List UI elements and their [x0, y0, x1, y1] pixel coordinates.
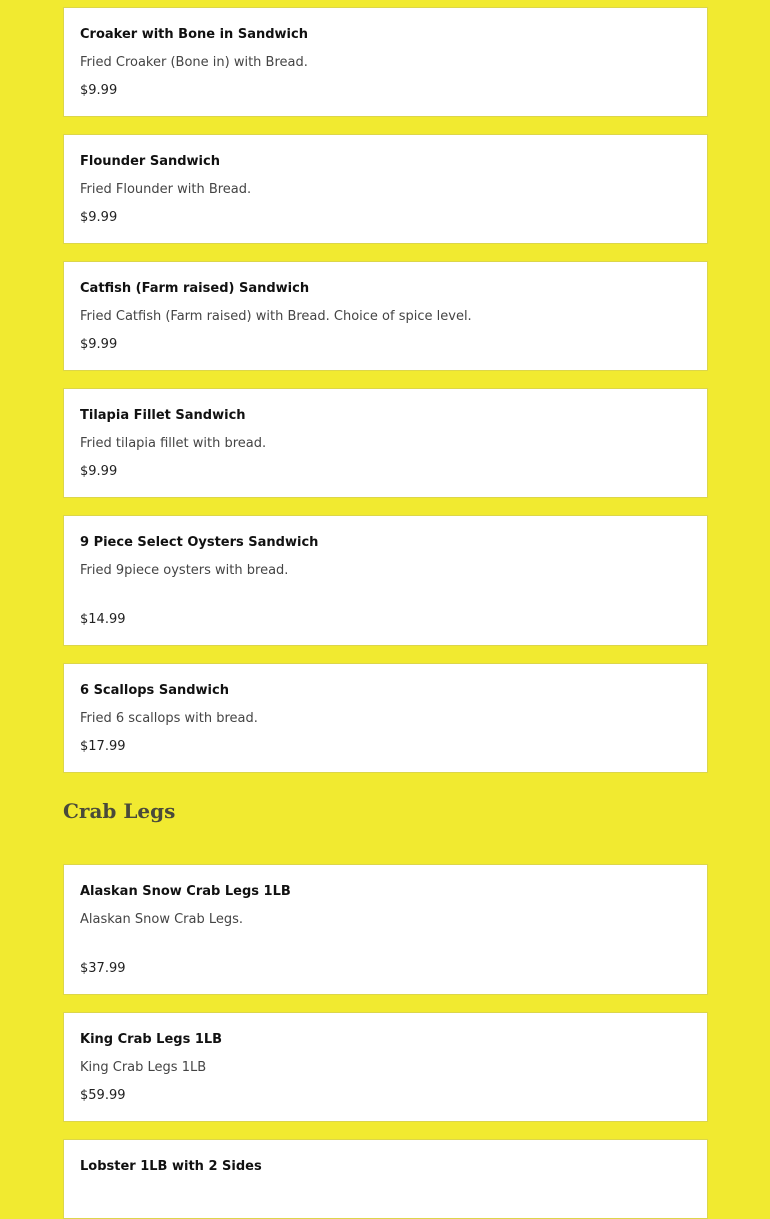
menu-item-name: Alaskan Snow Crab Legs 1LB: [80, 884, 291, 899]
menu-item-description: Fried tilapia fillet with bread.: [80, 436, 267, 451]
menu-item-card[interactable]: [63, 7, 708, 117]
menu-item-name: Flounder Sandwich: [80, 154, 220, 169]
menu-item-description: King Crab Legs 1LB: [80, 1060, 207, 1075]
menu-item-price: $9.99: [80, 83, 118, 98]
menu-item-card[interactable]: [63, 134, 708, 244]
menu-item-name: Lobster 1LB with 2 Sides: [80, 1159, 262, 1174]
menu-item-card[interactable]: [63, 663, 708, 773]
menu-item-description: Fried Catfish (Farm raised) with Bread. Choice of spice level.: [80, 309, 472, 324]
menu-item-price: $9.99: [80, 337, 118, 352]
menu-item-price: $14.99: [80, 612, 126, 627]
menu-item-description: Alaskan Snow Crab Legs.: [80, 912, 244, 927]
menu-item-price: $9.99: [80, 464, 118, 479]
menu-item-card[interactable]: [63, 1139, 708, 1219]
menu-item-description: Fried Flounder with Bread.: [80, 182, 252, 197]
menu-item-price: $59.99: [80, 1088, 126, 1103]
menu-item-card[interactable]: [63, 388, 708, 498]
menu-item-price: $17.99: [80, 739, 126, 754]
menu-item-description: Fried Croaker (Bone in) with Bread.: [80, 55, 308, 70]
menu-item-price: $37.99: [80, 961, 126, 976]
menu-item-price: $9.99: [80, 210, 118, 225]
menu-item-description: Fried 6 scallops with bread.: [80, 711, 258, 726]
menu-item-card[interactable]: [63, 1012, 708, 1122]
menu-item-name: King Crab Legs 1LB: [80, 1032, 223, 1047]
menu-item-name: 6 Scallops Sandwich: [80, 683, 229, 698]
menu-item-name: Tilapia Fillet Sandwich: [80, 408, 246, 423]
menu-item-name: 9 Piece Select Oysters Sandwich: [80, 535, 319, 550]
menu-item-card[interactable]: [63, 261, 708, 371]
section-title: Crab Legs: [63, 799, 176, 823]
menu-item-name: Croaker with Bone in Sandwich: [80, 27, 308, 42]
menu-item-description: Fried 9piece oysters with bread.: [80, 563, 289, 578]
menu-item-card[interactable]: [63, 515, 708, 646]
menu-item-name: Catfish (Farm raised) Sandwich: [80, 281, 310, 296]
menu-item-card[interactable]: [63, 864, 708, 995]
menu-list: [63, 7, 708, 1219]
